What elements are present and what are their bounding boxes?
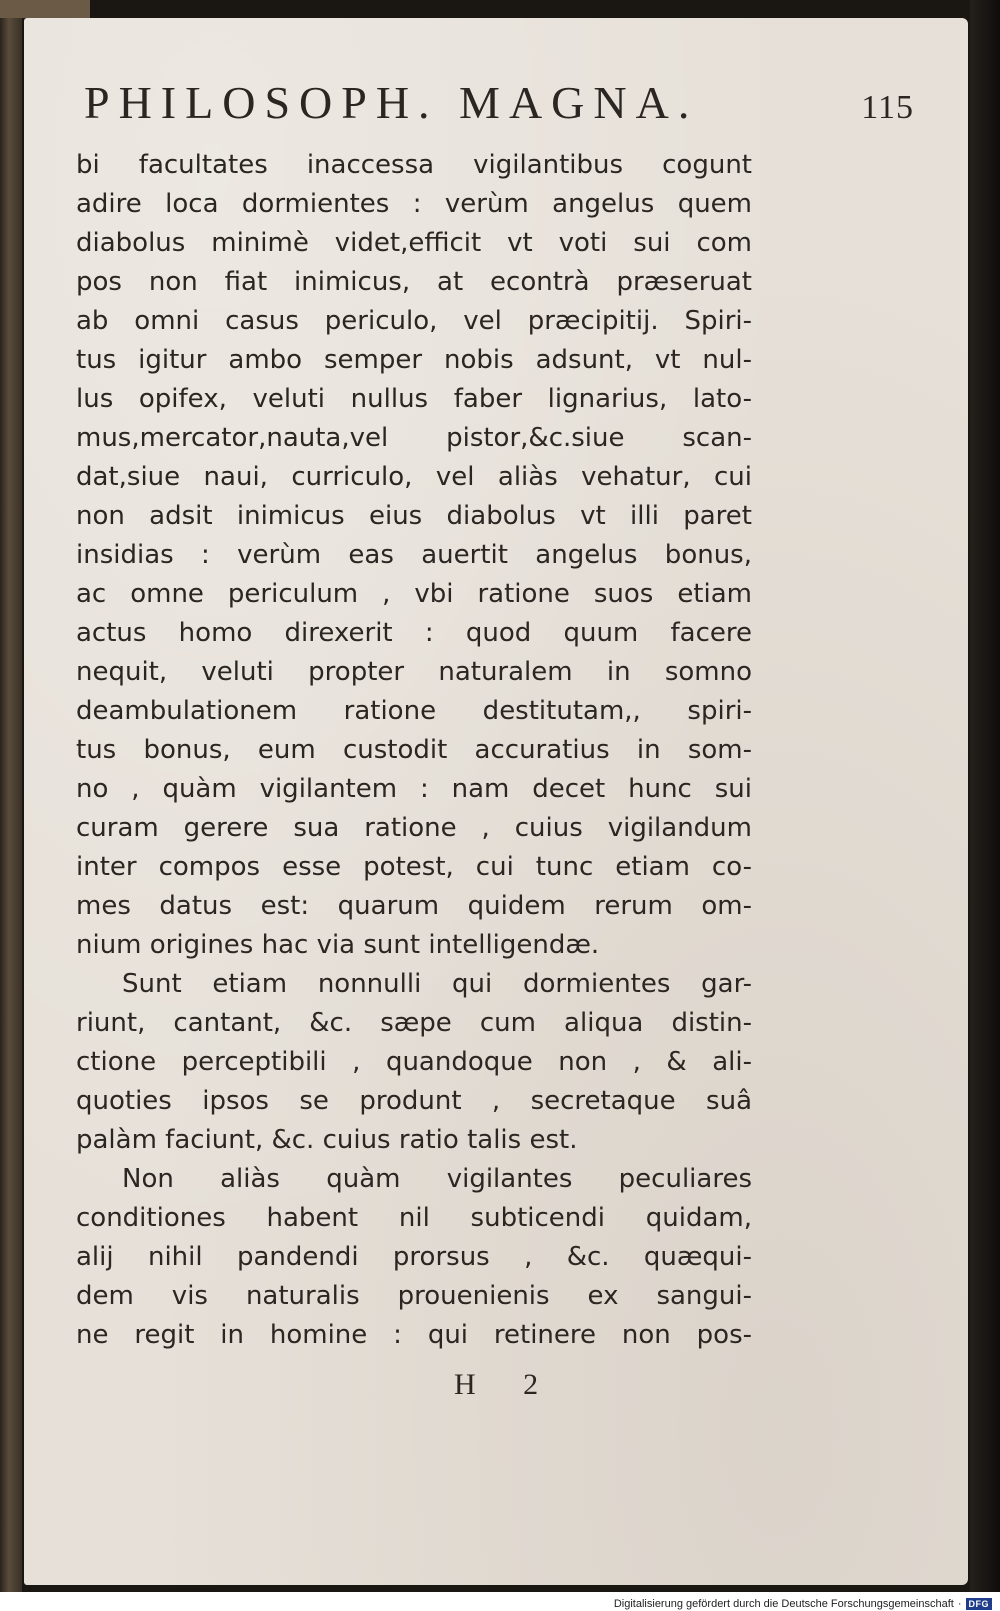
signature-mark: H 2 xyxy=(454,1368,559,1401)
book-spine-label xyxy=(0,0,90,18)
digitization-credit xyxy=(614,1598,992,1610)
text-line: tus igitur ambo semper nobis adsunt, vt nul- xyxy=(76,345,752,375)
text-line: riunt, cantant, &c. sæpe cum aliqua distin- xyxy=(76,1008,752,1038)
paragraph-start-line: Sunt etiam nonnulli qui dormientes gar- xyxy=(122,969,752,999)
running-title: PHILOSOPH. MAGNA. xyxy=(84,77,699,128)
text-line: lus opifex, veluti nullus faber lignarius, lato- xyxy=(76,384,752,414)
book-spine-edge xyxy=(0,0,22,1592)
text-line: deambulationem ratione destitutam,, spiri- xyxy=(76,696,752,726)
text-line: palàm faciunt, &c. cuius ratio talis est. xyxy=(76,1125,578,1155)
text-line: non adsit inimicus eius diabolus vt illi paret xyxy=(76,501,752,531)
text-line: adire loca dormientes : verùm angelus quem xyxy=(76,189,752,219)
text-line: nium origines hac via sunt intelligendæ. xyxy=(76,930,600,960)
separator: · xyxy=(957,1598,962,1610)
paragraph-start-line: Non aliàs quàm vigilantes peculiares xyxy=(122,1164,752,1194)
text-line: curam gerere sua ratione , cuius vigilandum xyxy=(76,813,752,843)
text-line: dem vis naturalis prouenienis ex sangui- xyxy=(76,1281,752,1311)
dfg-logo: DFG xyxy=(966,1598,993,1610)
page-number: 115 xyxy=(861,89,914,126)
text-line: ab omni casus periculo, vel præcipitij. Spiri- xyxy=(76,306,752,336)
text-line: ac omne periculum , vbi ratione suos etiam xyxy=(76,579,752,609)
text-line: tus bonus, eum custodit accuratius in som- xyxy=(76,735,752,765)
running-head xyxy=(84,76,914,129)
book-cover-edge xyxy=(970,0,1000,1592)
text-line: pos non fiat inimicus, at econtrà præseruat xyxy=(76,267,752,297)
text-line: quoties ipsos se produnt , secretaque suâ xyxy=(76,1086,752,1116)
text-line: mes datus est: quarum quidem rerum om- xyxy=(76,891,752,921)
text-line: dat,siue naui, curriculo, vel aliàs vehatur, cui xyxy=(76,462,752,492)
text-line: diabolus minimè videt,efficit vt voti sui com xyxy=(76,228,752,258)
body-text xyxy=(76,146,752,1355)
text-line: conditiones habent nil subticendi quidam, xyxy=(76,1203,752,1233)
text-line: mus,mercator,nauta,vel pistor,&c.siue scan- xyxy=(76,423,752,453)
text-line: alij nihil pandendi prorsus , &c. quæqui- xyxy=(76,1242,752,1272)
text-line: ctione perceptibili , quandoque non , & ali- xyxy=(76,1047,752,1077)
text-line: ne regit in homine : qui retinere non pos- xyxy=(76,1320,752,1350)
text-line: nequit, veluti propter naturalem in somno xyxy=(76,657,752,687)
text-line: no , quàm vigilantem : nam decet hunc sui xyxy=(76,774,752,804)
text-line: actus homo direxerit : quod quum facere xyxy=(76,618,752,648)
text-line: bi facultates inaccessa vigilantibus cogunt xyxy=(76,150,752,180)
text-line: inter compos esse potest, cui tunc etiam co- xyxy=(76,852,752,882)
text-line: insidias : verùm eas auertit angelus bonus, xyxy=(76,540,752,570)
book-page xyxy=(24,18,968,1585)
credit-text: Digitalisierung gefördert durch die Deutsche Forschungsgemeinschaft xyxy=(613,1598,954,1610)
